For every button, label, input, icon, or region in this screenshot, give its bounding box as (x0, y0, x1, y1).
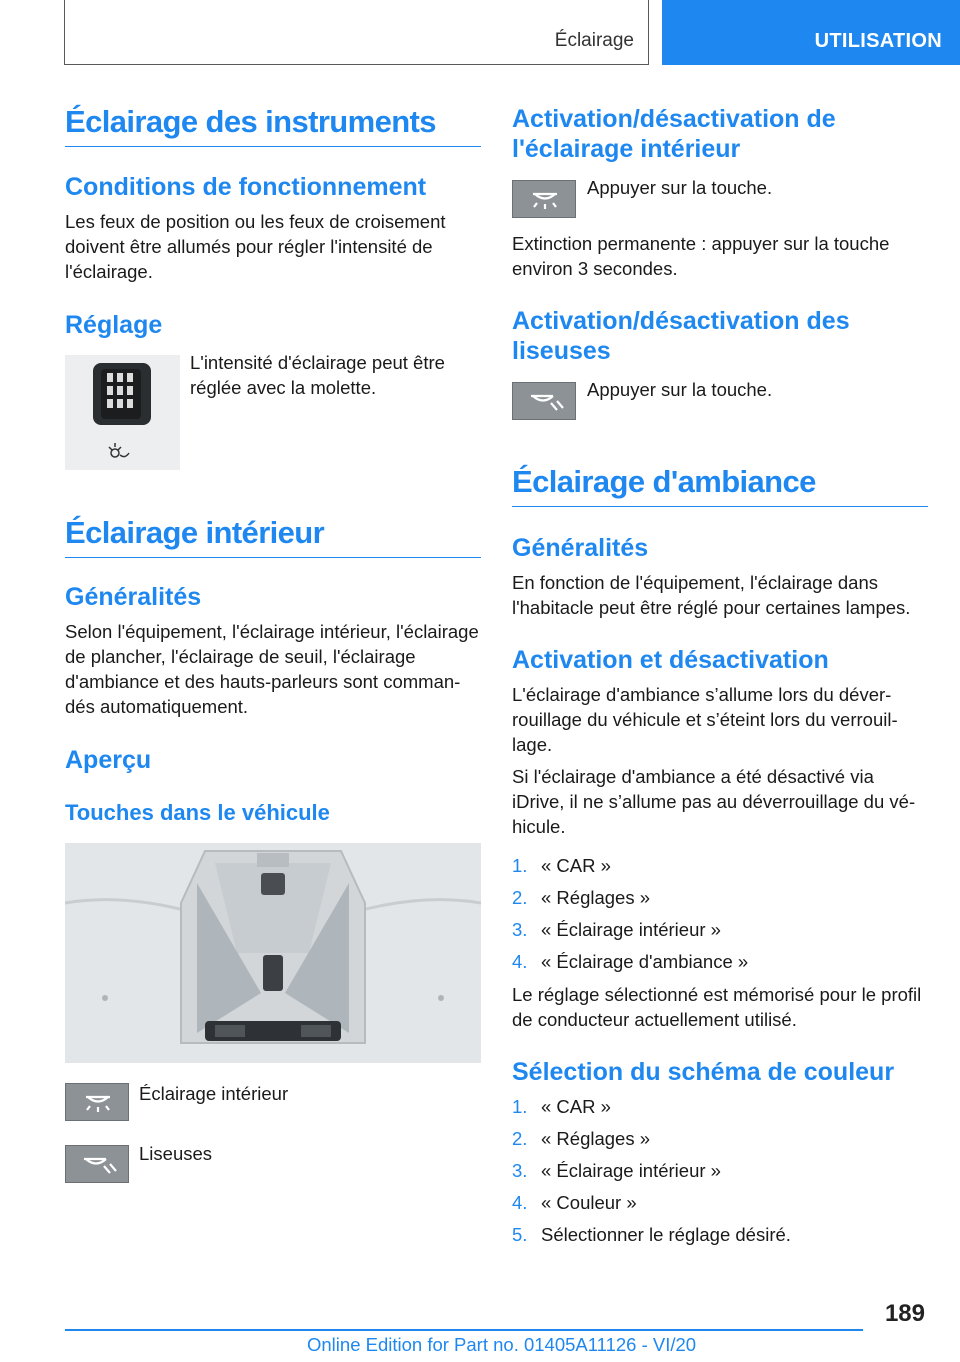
text-press-button-2: Appuyer sur la touche. (587, 379, 773, 400)
steps-color-scheme (512, 1094, 928, 1254)
heading-overview: Aperçu (65, 746, 152, 774)
heading-activation-deactivation: Activation et désactivation (512, 646, 829, 674)
heading-toggle-reading-lights: Activation/désactivation des liseuses (512, 307, 850, 365)
list-item: 4. « Couleur » (512, 1192, 637, 1213)
list-item: 3. « Éclairage intérieur » (512, 1160, 721, 1181)
page-number: 189 (884, 1300, 925, 1327)
list-item: 1. « CAR » (512, 855, 611, 876)
list-item: 4. « Éclairage d'ambiance » (512, 951, 749, 972)
label-reading-light-key: Liseuses (139, 1143, 213, 1164)
reading-light-key-2 (512, 382, 576, 420)
reading-light-icon (66, 1146, 130, 1184)
header-chapter-title: UTILISATION (814, 30, 942, 52)
header-section-title: Éclairage (554, 30, 634, 51)
heading-general-ambient: Généralités (512, 534, 649, 562)
text-activation-2: Si l'éclairage d'ambiance a été désactivé via iDrive, il ne s’allume pas au déverrouillage du véhicule. (512, 766, 916, 837)
heading-adjustment: Réglage (65, 311, 163, 339)
interior-light-key (65, 1083, 129, 1121)
dimmer-wheel-icon (65, 355, 180, 470)
heading-interior-lighting: Éclairage intérieur (65, 515, 481, 558)
heading-general-interior: Généralités (65, 583, 202, 611)
list-item: 5. Sélectionner le réglage désiré. (512, 1224, 791, 1245)
text-general-ambient: En fonction de l'équipement, l'éclairage dans l'habitacle peut être réglé pour certaines lampes. (512, 572, 911, 618)
overhead-console-image (65, 843, 481, 1063)
label-interior-light-key: Éclairage intérieur (139, 1083, 289, 1104)
text-operating-conditions: Les feux de position ou les feux de croisement doivent être allumés pour régler l'intensité de l'éclairage. (65, 211, 446, 282)
interior-light-icon (513, 181, 577, 219)
text-permanent-off: Extinction permanente : appuyer sur la touche environ 3 secondes. (512, 233, 890, 279)
footer-divider (65, 1329, 863, 1331)
interior-light-key-2 (512, 180, 576, 218)
header-chapter-tab (662, 0, 960, 65)
text-press-button-1: Appuyer sur la touche. (587, 177, 773, 198)
text-activation-1: L'éclairage d'ambiance s’allume lors du déverrouillage du véhicule et s’éteint lors du verrouillage. (512, 684, 898, 755)
text-setting-saved: Le réglage sélectionné est mémorisé pour le profil de conducteur actuellement utilisé. (512, 984, 922, 1030)
text-adjustment: L'intensité d'éclairage peut être réglée avec la molette. (190, 352, 445, 398)
header-section-box (64, 0, 649, 65)
dimmer-wheel-image (65, 355, 180, 470)
list-item: 2. « Réglages » (512, 1128, 651, 1149)
heading-toggle-interior-light: Activation/désactivation de l'éclairage intérieur (512, 105, 836, 163)
heading-instrument-lighting: Éclairage des instruments (65, 104, 481, 147)
heading-buttons-in-vehicle: Touches dans le véhicule (65, 800, 330, 825)
text-general-interior: Selon l'équipement, l'éclairage intérieur, l'éclairage de plancher, l'éclairage de seuil, l'éclairage d'ambiance et des hauts-parleurs sont commandés automatiquement. (65, 621, 479, 717)
heading-operating-conditions: Conditions de fonctionnement (65, 173, 427, 201)
overhead-console-icon (65, 843, 481, 1063)
reading-light-icon (513, 383, 577, 421)
reading-light-key (65, 1145, 129, 1183)
heading-ambient-lighting: Éclairage d'ambiance (512, 464, 928, 507)
heading-color-scheme: Sélection du schéma de couleur (512, 1058, 895, 1086)
list-item: 2. « Réglages » (512, 887, 651, 908)
list-item: 1. « CAR » (512, 1096, 611, 1117)
interior-light-icon (66, 1084, 130, 1122)
list-item: 3. « Éclairage intérieur » (512, 919, 721, 940)
footer-edition: Online Edition for Part no. 01405A11126 - VI/20 (307, 1334, 697, 1355)
steps-ambient-menu (512, 853, 928, 981)
